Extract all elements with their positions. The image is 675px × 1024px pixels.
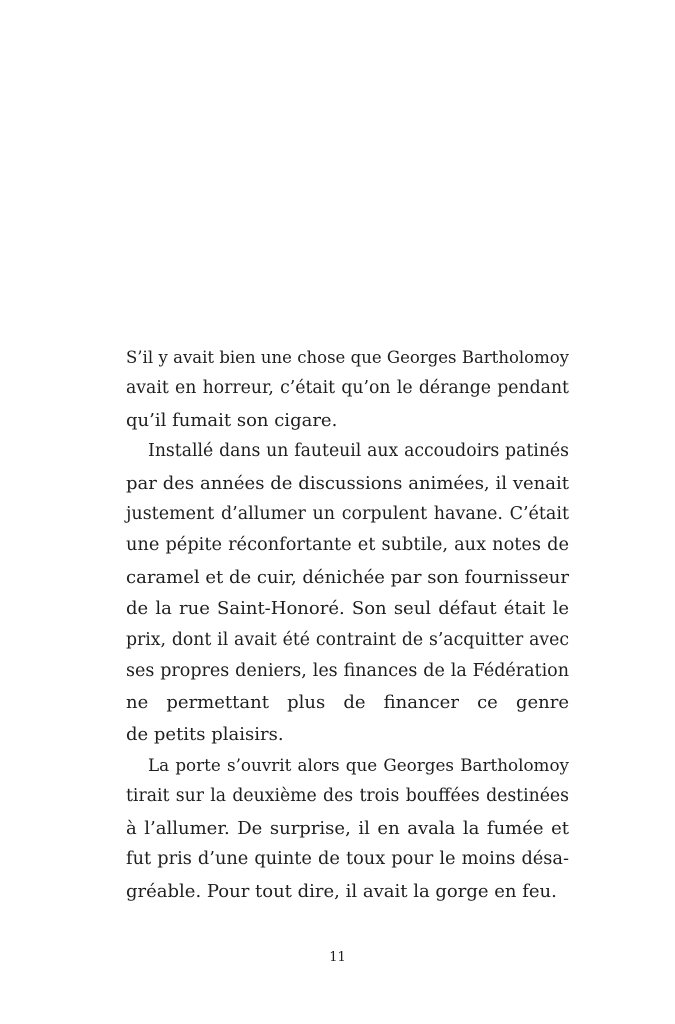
text-line: qu’il fumait son cigare. bbox=[126, 409, 338, 431]
body-text bbox=[126, 342, 569, 907]
text-line: ses propres deniers, les finances de la Fédération bbox=[126, 660, 569, 681]
text-line: de petits plaisirs. bbox=[126, 723, 284, 745]
text-line: avait en horreur, c’était qu’on le dérange pendant bbox=[126, 378, 569, 399]
text-line: Installé dans un fauteuil aux accoudoirs patinés bbox=[148, 441, 569, 462]
text-line: caramel et de cuir, dénichée par son fournisseur bbox=[126, 566, 569, 588]
text-line: S’il y avait bien une chose que Georges Bartholomoy bbox=[126, 348, 569, 367]
text-line: une pépite réconfortante et subtile, aux notes de bbox=[126, 535, 569, 556]
text-line: à l’allumer. De surprise, il en avala la fumée et bbox=[126, 817, 569, 839]
text-line: fut pris d’une quinte de toux pour le moins désa- bbox=[126, 849, 569, 870]
text-line: justement d’allumer un corpulent havane. C’était bbox=[126, 503, 569, 524]
text-line: tirait sur la deuxième des trois bouffées destinées bbox=[126, 786, 569, 807]
text-line: prix, dont il avait été contraint de s’acquitter avec bbox=[126, 629, 569, 650]
text-line: La porte s’ouvrit alors que Georges Bartholomoy bbox=[148, 755, 569, 776]
text-line: gréable. Pour tout dire, il avait la gorge en feu. bbox=[126, 880, 557, 902]
text-line: de la rue Saint-Honoré. Son seul défaut était le bbox=[126, 598, 569, 620]
text-line: par des années de discussions animées, il venait bbox=[126, 472, 569, 494]
text-line: ne permettant plus de financer ce genre bbox=[126, 692, 569, 714]
page-number: 11 bbox=[329, 950, 346, 965]
